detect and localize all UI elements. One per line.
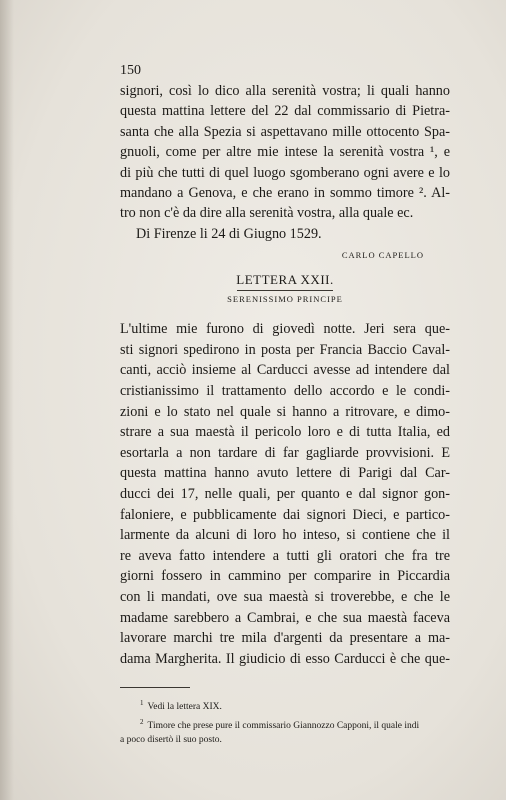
- page-number: 150: [120, 63, 141, 78]
- footnote-mark: 1: [140, 699, 144, 708]
- text-line: lavorare marchi tre mila d'argenti da presentare a ma-: [120, 630, 450, 647]
- text-line: L'ultime mie furono di giovedì notte. Jeri sera que-: [120, 321, 450, 338]
- text-line: gnuoli, come per altre mie intese la serenità vostra ¹, e: [120, 144, 450, 161]
- text-line: questa mattina hanno avuto lettere di Parigi dal Car-: [120, 465, 450, 482]
- text-line: ducci dei 17, nelle quali, per quanto e dal signor gon-: [120, 486, 450, 502]
- text-line: madame sarebbero a Cambrai, e che sua maestà faceva: [120, 609, 450, 626]
- signature: CARLO CAPELLO: [341, 250, 424, 261]
- text-line: esortarla a non tardare di far gagliarde provvisioni. E: [120, 444, 450, 461]
- letter-title: LETTERA XXII.: [236, 272, 334, 288]
- text-line: con li mandati, ove sua maestà si troverebbe, e che le: [120, 588, 450, 605]
- page-text-block: [120, 62, 450, 747]
- text-line: santa che alla Spezia si aspettavano mille ottocento Spa-: [120, 123, 450, 140]
- salutation: SERENISSIMO PRINCIPE: [227, 294, 343, 305]
- text-line: strare a sua maestà il pericolo loro e di tutta Italia, ed: [120, 424, 450, 441]
- footnote-text: Vedi la lettera XIX.: [147, 702, 222, 713]
- footnote: [120, 715, 450, 733]
- letter-body: [120, 319, 450, 669]
- text-line: dama Margherita. Il giudicio di esso Carducci è che que-: [120, 650, 450, 667]
- text-line: re aveva fatto intendere a tutti gli oratori che fra tre: [120, 547, 450, 564]
- continuation-paragraph: [120, 81, 450, 224]
- text-line: cristianissimo il trattamento dello accordo e le condi-: [120, 383, 450, 400]
- text-line: faloniere, e pubblicamente dai signori Dieci, e partico-: [120, 506, 450, 523]
- footnote-continuation: [120, 733, 450, 747]
- text-line: canti, acciò insieme al Carducci avesse ad intendere dal: [120, 362, 450, 379]
- text-line: giorni fossero in cammino per comparire in Piccardia: [120, 568, 450, 585]
- footnote: [120, 696, 450, 714]
- footnotes: [120, 696, 450, 746]
- page-gutter-shadow: [0, 0, 14, 800]
- text-line: questa mattina lettere del 22 dal commissario di Pietra-: [120, 103, 450, 120]
- text-line: sti signori spedirono in posta per Francia Baccio Caval-: [120, 341, 450, 358]
- title-rule: [237, 290, 333, 291]
- text-line: mandano a Genova, e che erano in sommo timore ². Al-: [120, 185, 450, 202]
- date-line: Di Firenze li 24 di Giugno 1529.: [136, 225, 322, 242]
- text-line: tro non c'è da dire alla serenità vostra, alla quale ec.: [120, 205, 414, 222]
- text-line: signori, così lo dico alla serenità vostra; li quali hanno: [120, 83, 450, 99]
- footnote-rule: [120, 687, 190, 688]
- text-line: di più che tutti di quel luogo sgomberano ogni avere e lo: [120, 164, 450, 181]
- text-line: larmente da alcuni di loro ho inteso, si contiene che il: [120, 527, 450, 544]
- text-line: zioni e lo stato nel quale si hanno a ritrovare, e dimo-: [120, 403, 450, 420]
- footnote-text: a poco disertò il suo posto.: [120, 734, 222, 745]
- footnote-mark: 2: [140, 717, 144, 726]
- footnote-text: Timore che prese pure il commissario Giannozzo Capponi, il quale indi: [147, 720, 420, 731]
